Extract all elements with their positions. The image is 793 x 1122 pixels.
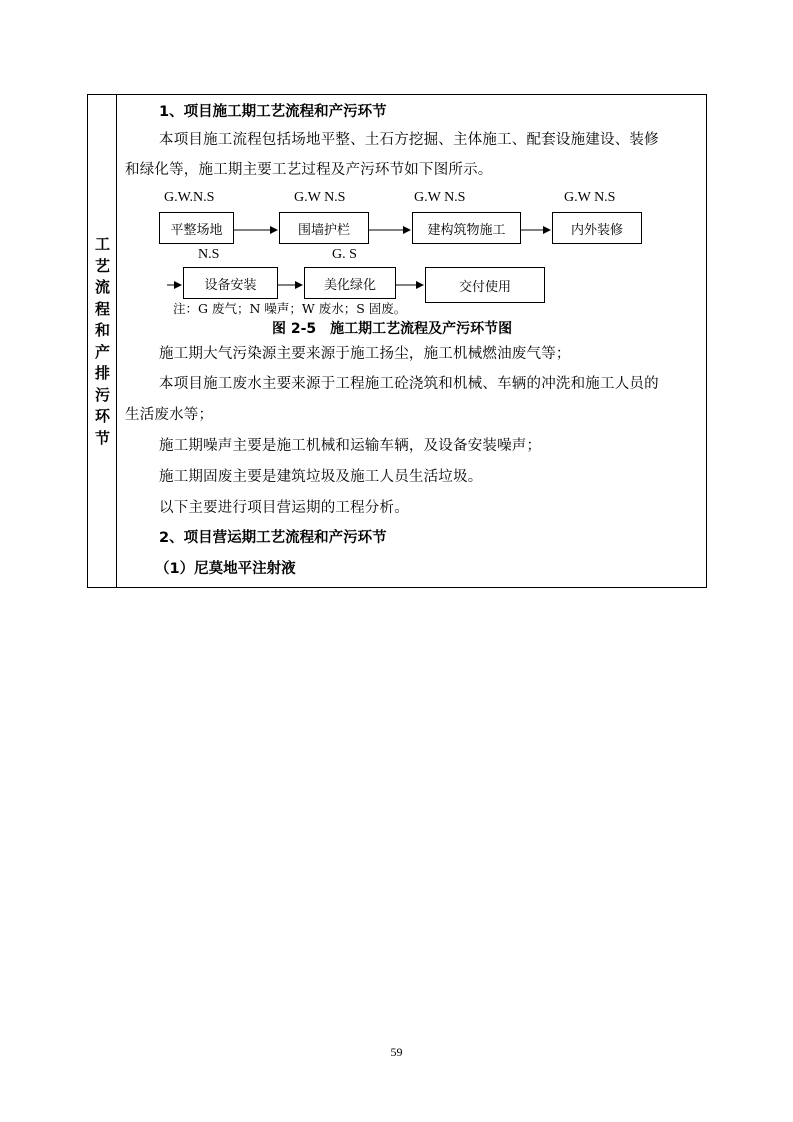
flow-step-label: 围墙护栏 (297, 222, 350, 238)
side-label-char: 和 (94, 321, 110, 339)
side-label-char: 环 (94, 407, 110, 425)
flow-step-box (159, 212, 234, 244)
para-solid: 施工期固废主要是建筑垃圾及施工人员生活垃圾。 (159, 469, 483, 485)
flow-step-box (412, 212, 521, 244)
flow-step-label: 设备安装 (204, 277, 257, 293)
para-water-line-2: 生活废水等； (125, 407, 214, 423)
flow-step-label: 交付使用 (458, 279, 511, 295)
side-label-char: 污 (94, 385, 110, 404)
flow-step-label: 平整场地 (170, 222, 223, 238)
process-flow-diagram (69, 190, 659, 320)
side-label-char: 程 (94, 299, 110, 318)
section2-heading: 2、项目营运期工艺流程和产污环节 (159, 530, 387, 546)
legend-note: 注：G 废气；N 噪声；W 废水；S 固废。 (173, 301, 407, 316)
side-label-char: 流 (94, 278, 110, 296)
pollutant-code: G.W N.S (564, 190, 616, 205)
side-label-char: 产 (94, 342, 110, 361)
side-label-char: 排 (94, 364, 110, 382)
flow-step-box (552, 212, 642, 244)
pollutant-code: G.W N.S (294, 190, 346, 205)
pollutant-code: G.W.N.S (164, 190, 215, 205)
side-label-char: 艺 (94, 256, 110, 275)
side-label-char: 节 (94, 428, 110, 447)
flow-step-box (425, 267, 545, 303)
flow-step-box (279, 212, 369, 244)
flow-step-label: 美化绿化 (323, 277, 376, 293)
pollutant-code: G. S (332, 247, 357, 262)
intro-line-2: 和绿化等，施工期主要工艺过程及产污环节如下图所示。 (125, 162, 493, 178)
flow-step-label: 内外装修 (570, 222, 623, 238)
flow-step-box (183, 267, 278, 299)
intro-line-1: 本项目施工流程包括场地平整、土石方挖掘、主体施工、配套设施建设、装修 (159, 132, 659, 148)
pollutant-code: G.W N.S (414, 190, 466, 205)
para-air: 施工期大气污染源主要来源于施工扬尘，施工机械燃油废气等； (159, 346, 571, 362)
flow-step-box (304, 267, 396, 299)
pollutant-code: N.S (198, 247, 220, 262)
side-label-char: 工 (94, 235, 110, 253)
para-next: 以下主要进行项目营运期的工程分析。 (159, 500, 409, 516)
section1-heading: 1、项目施工期工艺流程和产污环节 (159, 104, 387, 120)
flow-step-label: 建构筑物施工 (427, 222, 506, 238)
figure-caption: 图 2-5 施工期工艺流程及产污环节图 (272, 321, 513, 337)
subsection-heading: （1）尼莫地平注射液 (155, 561, 296, 577)
side-label-column (88, 95, 117, 587)
para-noise: 施工期噪声主要是施工机械和运输车辆，及设备安装噪声； (159, 438, 542, 454)
page-number: 59 (390, 1045, 403, 1059)
para-water-line-1: 本项目施工废水主要来源于工程施工砼浇筑和机械、车辆的冲洗和施工人员的 (159, 376, 659, 392)
